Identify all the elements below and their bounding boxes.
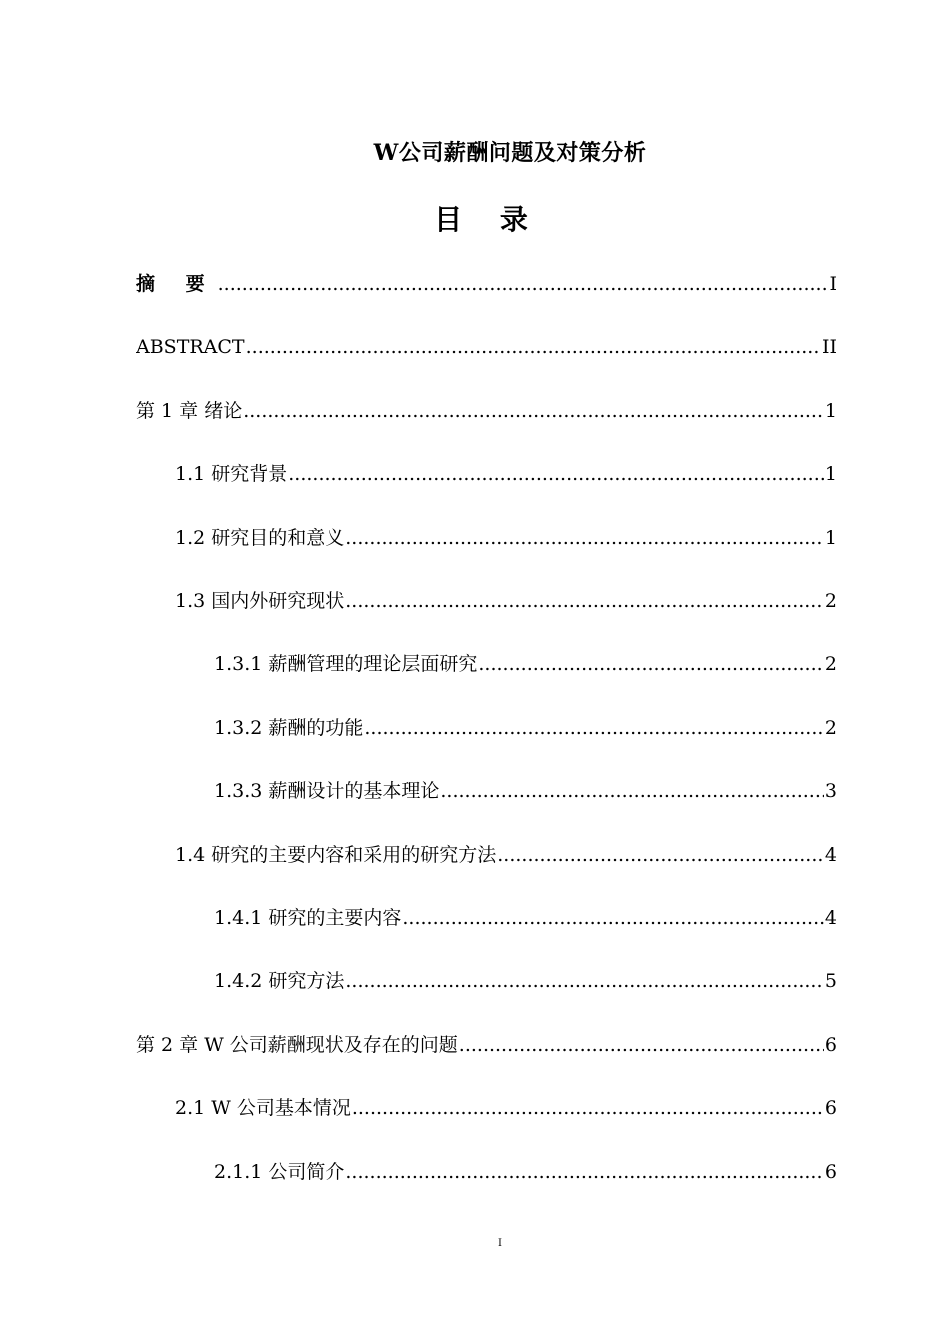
toc-entry-page-number: 6 [824, 1097, 837, 1120]
toc-entry-page-number: 6 [824, 1160, 837, 1183]
toc-entry-label: 第 1 章 绪论 [136, 399, 243, 422]
document-title: W公司薪酬问题及对策分析 [373, 140, 647, 166]
toc-entry-page-number: 2 [824, 716, 837, 739]
toc-entry[interactable] [136, 331, 837, 359]
toc-dot-leader [288, 462, 824, 486]
toc-entry-label: 1.4.2 研究方法 [214, 970, 345, 993]
toc-dot-leader [402, 906, 824, 930]
toc-entry[interactable] [214, 775, 837, 803]
toc-entry[interactable] [136, 268, 837, 296]
toc-dot-leader [364, 716, 824, 740]
toc-dot-leader [352, 1096, 824, 1120]
toc-dot-leader [246, 335, 821, 359]
toc-entry[interactable] [214, 648, 837, 676]
footer-page-number: I [498, 1238, 502, 1249]
toc-dot-leader [243, 399, 824, 423]
toc-entry-page-number: I [829, 273, 837, 295]
toc-entry-page-number: II [821, 336, 837, 359]
toc-entry-label: 1.4 研究的主要内容和采用的研究方法 [175, 843, 497, 866]
toc-dot-leader [345, 526, 824, 550]
toc-entry-page-number: 2 [824, 653, 837, 676]
toc-entry-page-number: 1 [824, 526, 837, 549]
toc-entry[interactable] [214, 1156, 837, 1184]
toc-entry-page-number: 1 [824, 463, 837, 486]
toc-dot-leader [218, 272, 829, 296]
toc-entry-page-number: 3 [824, 780, 837, 803]
toc-entry-page-number: 6 [824, 1033, 837, 1056]
toc-entry[interactable] [175, 522, 837, 550]
toc-dot-leader [440, 779, 824, 803]
toc-entry-label: 1.3.1 薪酬管理的理论层面研究 [214, 653, 478, 676]
toc-entry-page-number: 5 [824, 970, 837, 993]
toc-dot-leader [345, 969, 824, 993]
toc-entry-label: 1.3.2 薪酬的功能 [214, 716, 364, 739]
toc-entry[interactable] [214, 965, 837, 993]
toc-entry-label: 1.3 国内外研究现状 [175, 590, 345, 612]
toc-entry-label: 1.1 研究背景 [175, 463, 288, 486]
toc-dot-leader [459, 1033, 824, 1057]
toc-entry-page-number: 2 [824, 590, 837, 612]
toc-dot-leader [345, 1160, 824, 1184]
toc-heading: 目 录 [434, 203, 542, 236]
toc-dot-leader [345, 589, 824, 613]
toc-entry[interactable] [175, 839, 837, 867]
toc-entry-label: 摘 要 [136, 273, 217, 295]
toc-entry[interactable] [136, 395, 837, 423]
toc-entry-page-number: 1 [824, 399, 837, 422]
toc-entry-label: 第 2 章 W 公司薪酬现状及存在的问题 [136, 1033, 458, 1056]
toc-entry[interactable] [175, 585, 837, 613]
toc-entry[interactable] [175, 458, 837, 486]
toc-entry[interactable] [214, 902, 837, 930]
toc-entry-label: 1.4.1 研究的主要内容 [214, 907, 402, 929]
toc-entry[interactable] [136, 1029, 837, 1057]
toc-entry[interactable] [175, 1092, 837, 1120]
toc-dot-leader [478, 652, 824, 676]
toc-dot-leader [497, 843, 824, 867]
toc-entry-page-number: 4 [824, 843, 837, 866]
toc-entry-label: 2.1 W 公司基本情况 [175, 1097, 351, 1120]
toc-entry[interactable] [214, 712, 837, 740]
toc-entry-label: 1.3.3 薪酬设计的基本理论 [214, 780, 440, 803]
toc-entry-label: 1.2 研究目的和意义 [175, 526, 345, 549]
toc-entry-page-number: 4 [824, 907, 837, 929]
toc-entry-label: ABSTRACT [136, 336, 245, 359]
toc-entry-label: 2.1.1 公司简介 [214, 1160, 345, 1183]
